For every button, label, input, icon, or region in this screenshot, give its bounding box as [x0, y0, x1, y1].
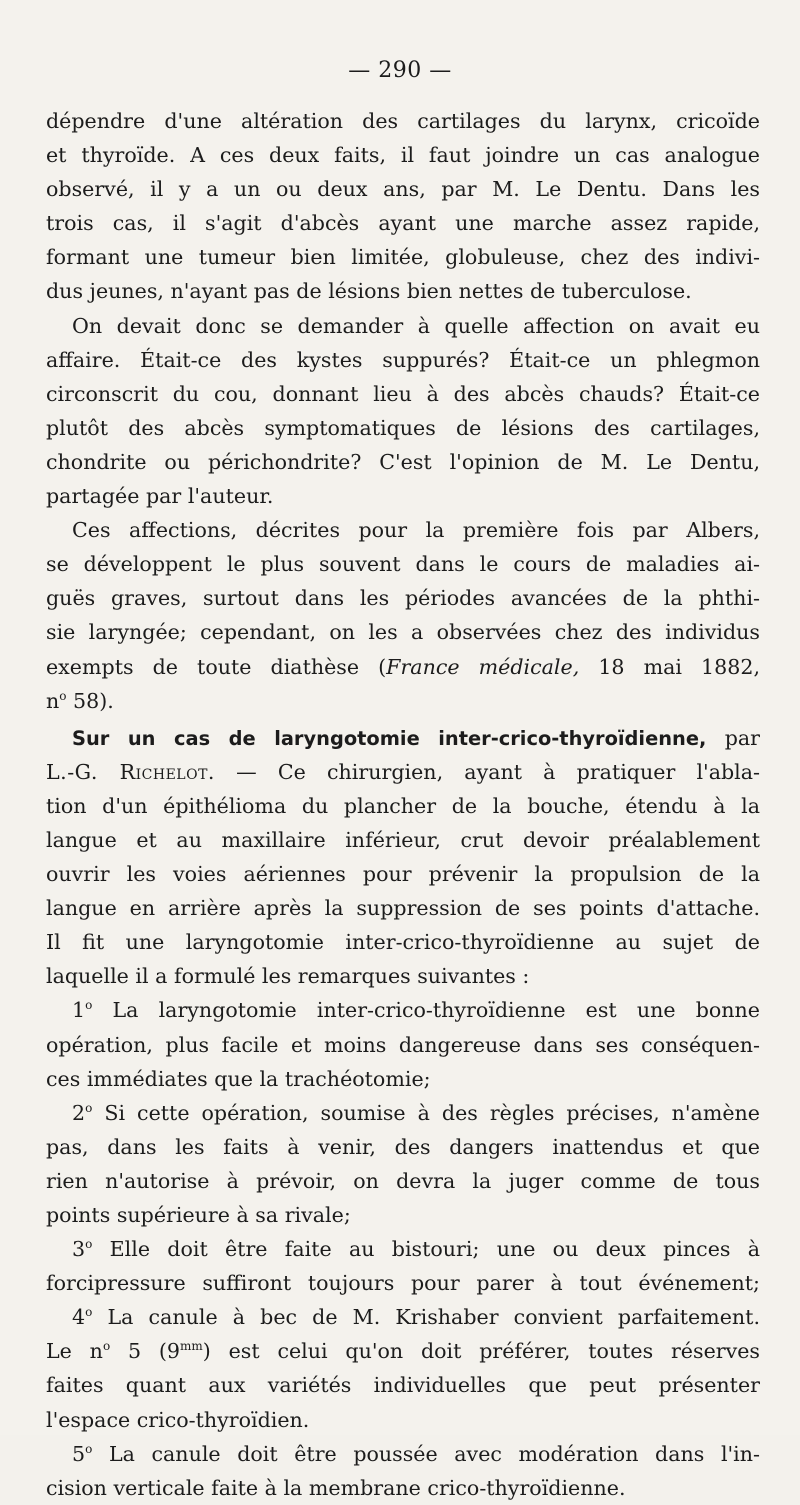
text-line: 1$^o$ La laryngotomie inter-crico-thyroïdienne est une bonne	[72, 998, 760, 1023]
text-line: ouvrir les voies aériennes pour prévenir la propulsion de la	[46, 862, 760, 887]
text-line: laquelle il a formulé les remarques suivantes :	[46, 964, 530, 989]
text-line: guës graves, surtout dans les périodes avancées de la phthi-	[46, 586, 760, 611]
text-line: 2$^o$ Si cette opération, soumise à des règles précises, n'amène	[72, 1100, 760, 1125]
text-line: On devait donc se demander à quelle affection on avait eu	[72, 313, 760, 338]
text-line: sie laryngée; cependant, on les a observées chez des individus	[46, 620, 760, 645]
body-text	[46, 104, 760, 1505]
text-line: pas, dans les faits à venir, des dangers inattendus et que	[46, 1134, 760, 1159]
text-line: 4$^o$ La canule à bec de M. Krishaber convient parfaitement.	[72, 1305, 760, 1330]
text-line: $n^o$ 58).	[46, 688, 114, 713]
text-line: partagée par l'auteur.	[46, 484, 274, 509]
text-line: formant une tumeur bien limitée, globuleuse, chez des indivi-	[46, 245, 760, 270]
text-line: rien n'autorise à prévoir, on devra la juger comme de tous	[46, 1168, 760, 1193]
text-line: dépendre d'une altération des cartilages du larynx, cricoïde	[46, 109, 760, 133]
text-line: Il fit une laryngotomie inter-crico-thyroïdienne au sujet de	[46, 930, 760, 955]
text-line: L.-G. Richelot. — Ce chirurgien, ayant à pratiquer l'abla-	[46, 759, 760, 784]
text-line: affaire. Était-ce des kystes suppurés? Était-ce un phlegmon	[46, 347, 760, 372]
text-line: cision verticale faite à la membrane crico-thyroïdienne.	[46, 1475, 626, 1500]
article-heading: Sur un cas de laryngotomie inter-crico-thyroïdienne,	[72, 726, 707, 750]
text-line: Ces affections, décrites pour la première fois par Albers,	[72, 518, 760, 543]
text-line: chondrite ou périchondrite? C'est l'opinion de M. Le Dentu,	[46, 449, 760, 474]
text-line: plutôt des abcès symptomatiques de lésions des cartilages,	[46, 415, 760, 440]
text-line: 5$^o$ La canule doit être poussée avec modération dans l'in-	[72, 1441, 760, 1466]
text-line: forcipressure suffiront toujours pour parer à tout événement;	[46, 1271, 760, 1296]
text-line: tion d'un épithélioma du plancher de la bouche, étendu à la	[46, 793, 760, 818]
text-line: exempts de toute diathèse (France médicale, 18 mai 1882,	[46, 654, 761, 679]
text-line: dus jeunes, n'ayant pas de lésions bien nettes de tuberculose.	[46, 279, 692, 304]
text-line: langue et au maxillaire inférieur, crut devoir préalablement	[46, 827, 760, 852]
text-line: trois cas, il s'agit d'abcès ayant une marche assez rapide,	[46, 211, 760, 236]
text-line: points supérieure à sa rivale;	[46, 1203, 351, 1227]
text-line: opération, plus facile et moins dangereuse dans ses conséquen-	[46, 1032, 760, 1057]
text-line: l'espace crico-thyroïdien.	[46, 1407, 310, 1432]
text-line: Le $n^o$ 5 $(9^{mm})$ est celui qu'on doit préférer, toutes réserves	[46, 1339, 760, 1364]
text-line: langue en arrière après la suppression de ses points d'attache.	[46, 896, 760, 921]
text-line: circonscrit du cou, donnant lieu à des abcès chauds? Était-ce	[46, 381, 760, 406]
text-line: et thyroïde. A ces deux faits, il faut joindre un cas analogue	[46, 143, 760, 168]
journal-title: France médicale,	[386, 654, 580, 679]
text-line: faites quant aux variétés individuelles que peut présenter	[46, 1373, 760, 1398]
text-line: observé, il y a un ou deux ans, par M. Le Dentu. Dans les	[46, 177, 760, 202]
text-line: se développent le plus souvent dans le cours de maladies ai-	[46, 552, 760, 577]
text-line: ces immédiates que la trachéotomie;	[46, 1066, 431, 1091]
text-line: Sur un cas de laryngotomie inter-crico-thyroïdienne, par	[72, 725, 761, 750]
author-name: L.-G. Richelot.	[46, 759, 215, 784]
text-line: 3$^o$ Elle doit être faite au bistouri; une ou deux pinces à	[72, 1237, 760, 1262]
page-number: — 290 —	[348, 58, 452, 83]
